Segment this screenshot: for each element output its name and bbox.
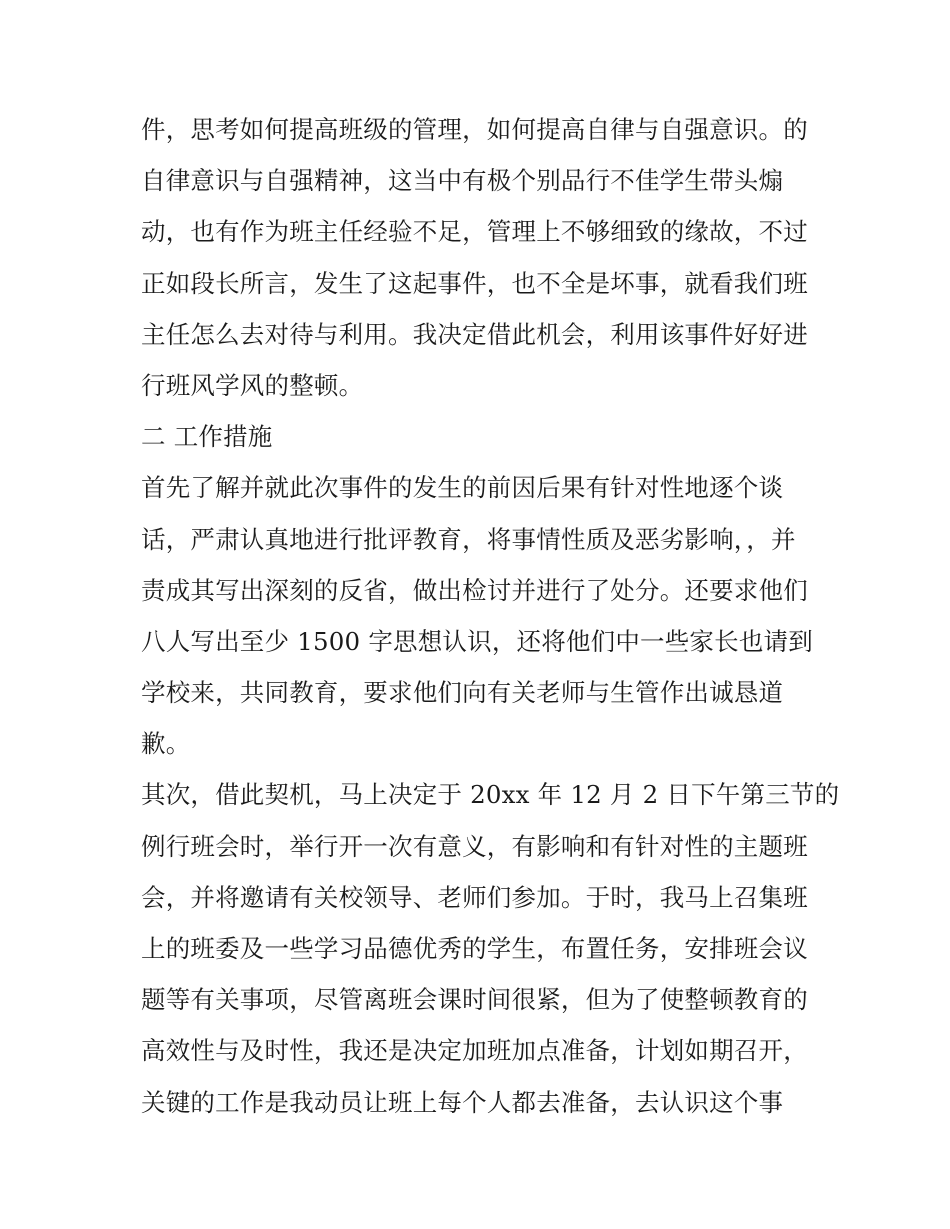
text-line: 其次，借此契机，马上决定于 20xx 年 12 月 2 日下午第三节的 (141, 780, 840, 810)
text-line: 上的班委及一些学习品德优秀的学生，布置任务，安排班会议 (141, 934, 808, 963)
text-line: 件，思考如何提高班级的管理，如何提高自律与自强意识。的 (141, 115, 808, 144)
text-line: 歉。 (141, 729, 191, 759)
text-line: 责成其写出深刻的反省，做出检讨并进行了处分。还要求他们 (141, 575, 808, 605)
text-line: 动，也有作为班主任经验不足，管理上不够细致的缘故，不过 (141, 217, 808, 247)
text-line: 话，严肃认真地进行批评教育，将事情性质及恶劣影响，，并 (141, 524, 796, 554)
text-line: 八人写出至少 1500 字思想认识，还将他们中一些家长也请到 (141, 626, 813, 656)
text-line: 正如段长所言，发生了这起事件，也不全是坏事，就看我们班 (141, 268, 808, 298)
section-heading: 二 工作措施 (141, 422, 273, 452)
text-line: 例行班会时，举行开一次有意义，有影响和有针对性的主题班 (141, 831, 808, 861)
text-line: 学校来，共同教育，要求他们向有关老师与生管作出诚恳道 (141, 678, 784, 708)
text-line: 自律意识与自强精神，这当中有极个别品行不佳学生带头煽 (141, 166, 784, 196)
document-body (141, 104, 840, 1128)
text-line: 行班风学风的整顿。 (141, 370, 364, 400)
text-line: 会，并将邀请有关校领导、老师们参加。于时，我马上召集班 (141, 882, 808, 912)
text-line: 高效性与及时性，我还是决定加班加点准备，计划如期召开， (141, 1036, 808, 1066)
text-line: 主任怎么去对待与利用。我决定借此机会，利用该事件好好进 (141, 319, 808, 349)
text-line: 首先了解并就此次事件的发生的前因后果有针对性地逐个谈 (141, 473, 784, 503)
text-line: 题等有关事项，尽管离班会课时间很紧，但为了使整顿教育的 (141, 985, 808, 1015)
text-line: 关键的工作是我动员让班上每个人都去准备，去认识这个事 (141, 1087, 784, 1117)
